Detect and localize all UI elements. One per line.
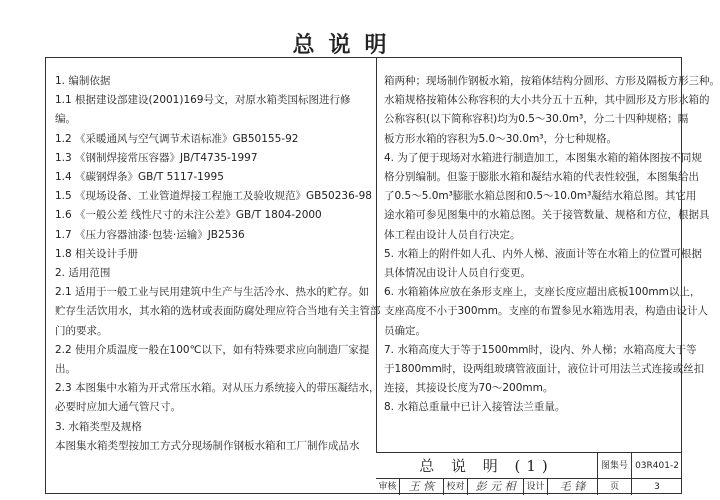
drawing-title: 总 说 明 (1) (376, 453, 598, 479)
left-text-line: 1.3 《钢制焊接常压容器》JB/T4735-1997 (55, 151, 258, 164)
title-block (376, 452, 682, 494)
right-text-line: 格分别编制。但鉴于膨胀水箱和凝结水箱的代表性较强，本图集给出 (384, 171, 699, 184)
right-column (384, 72, 720, 418)
right-text-line: 7. 水箱高度大于等于1500mm时，设内、外人梯；水箱高度大于等 (384, 343, 697, 356)
check-signature: 彭 元 相 (468, 479, 524, 495)
left-column (55, 72, 381, 456)
left-text-line: 1.5 《现场设备、工业管道焊接工程施工及验收规范》GB50236-98 (55, 190, 372, 203)
left-text-line: 1.8 相关设计手册 (55, 247, 139, 260)
check-label: 校对 (444, 479, 468, 495)
page-title: 总说明 (292, 32, 401, 58)
left-text-line: 贮存生活饮用水，其水箱的选材或表面防腐处理应符合当地有关主管部 (55, 305, 381, 318)
left-text-line: 2.3 本图集中水箱为开式常压水箱。对从压力系统接入的带压凝结水， (55, 382, 380, 395)
left-text-line: 2.2 使用介质温度一般在100℃以下，如有特殊要求应向制造厂家提 (55, 343, 370, 356)
right-text-line: 5. 水箱上的附件如人孔、内外人梯、液面计等在水箱上的位置可根据 (384, 247, 702, 260)
right-text-line: 体工程由设计人员自行决定。 (384, 228, 521, 241)
right-text-line: 板方形水箱的容积为5.0～30.0m³，分七种规格。 (384, 132, 618, 145)
right-text-line: 具体情况由设计人员自行变更。 (384, 267, 531, 280)
review-signature: 王 恢 (400, 479, 444, 495)
right-text-line: 公称容积(以下简称容积)均为0.5～30.0m³，分二十四种规格；隔 (384, 113, 689, 126)
left-text-line: 1.2 《采暖通风与空气调节术语标准》GB50155-92 (55, 132, 299, 145)
left-text-line: 1.7 《压力容器油漆·包装·运输》JB2536 (55, 228, 245, 241)
left-text-line: 1.4 《碳钢焊条》GB/T 5117-1995 (55, 171, 224, 184)
left-text-line: 1.6 《一般公差 线性尺寸的未注公差》GB/T 1804-2000 (55, 209, 322, 222)
left-text-line: 出。 (55, 363, 76, 376)
design-signature: 毛 锋 (548, 479, 598, 495)
left-text-line: 门的要求。 (55, 324, 108, 337)
right-text-line: 于1800mm时，设两组玻璃管液面计，液位计可用法兰式连接或丝扣 (384, 363, 705, 376)
left-text-line: 2. 适用范围 (55, 267, 111, 280)
left-text-line: 必要时应加大通气管尺寸。 (55, 401, 181, 414)
atlas-number-label: 图集号 (598, 453, 632, 479)
right-text-line: 支座高度不小于300mm。支座的布置参见水箱选用表，构造由设计人 (384, 305, 708, 318)
left-text-line: 编。 (55, 113, 76, 126)
right-text-line: 途水箱可参见图集中的水箱总图。关于接管数量、规格和方位，根据具 (384, 209, 710, 222)
right-text-line: 箱两种；现场制作钢板水箱，按箱体结构分圆形、方形及隔板方形三种。 (384, 75, 720, 87)
right-text-line: 连接，其接设长度为70～200mm。 (384, 382, 554, 395)
right-text-line: 水箱规格按箱体公称容积的大小共分五十五种，其中圆形及方形水箱的 (384, 94, 710, 107)
right-text-line: 员确定。 (384, 324, 426, 337)
left-text-line: 1.1 根据建设部建设(2001)169号文，对原水箱类国标图进行修 (55, 94, 351, 107)
page-label: 页 (598, 479, 632, 495)
page-number: 3 (654, 482, 660, 492)
left-text-line: 2.1 适用于一般工业与民用建筑中生产与生活冷水、热水的贮存。如 (55, 286, 370, 299)
right-text-line: 8. 水箱总重量中已计入接管法兰重量。 (384, 401, 566, 414)
right-text-line: 6. 水箱箱体应放在条形支座上，支座长度应超出底板100mm以上， (384, 286, 701, 299)
left-text-line: 1. 编制依据 (55, 75, 111, 87)
design-label: 设计 (524, 479, 548, 495)
left-text-line: 3. 水箱类型及规格 (55, 420, 142, 433)
right-text-line: 4. 为了便于现场对水箱进行制造加工，本图集水箱的箱体图按不同规 (384, 151, 702, 164)
atlas-number: 03R401-2 (632, 453, 682, 479)
review-label: 审核 (376, 479, 400, 495)
right-text-line: 了0.5～5.0m³膨胀水箱总图和0.5～10.0m³凝结水箱总图。其它用 (384, 190, 697, 203)
left-text-line: 本图集水箱类型按加工方式分现场制作钢板水箱和工厂制作成品水 (55, 439, 360, 452)
